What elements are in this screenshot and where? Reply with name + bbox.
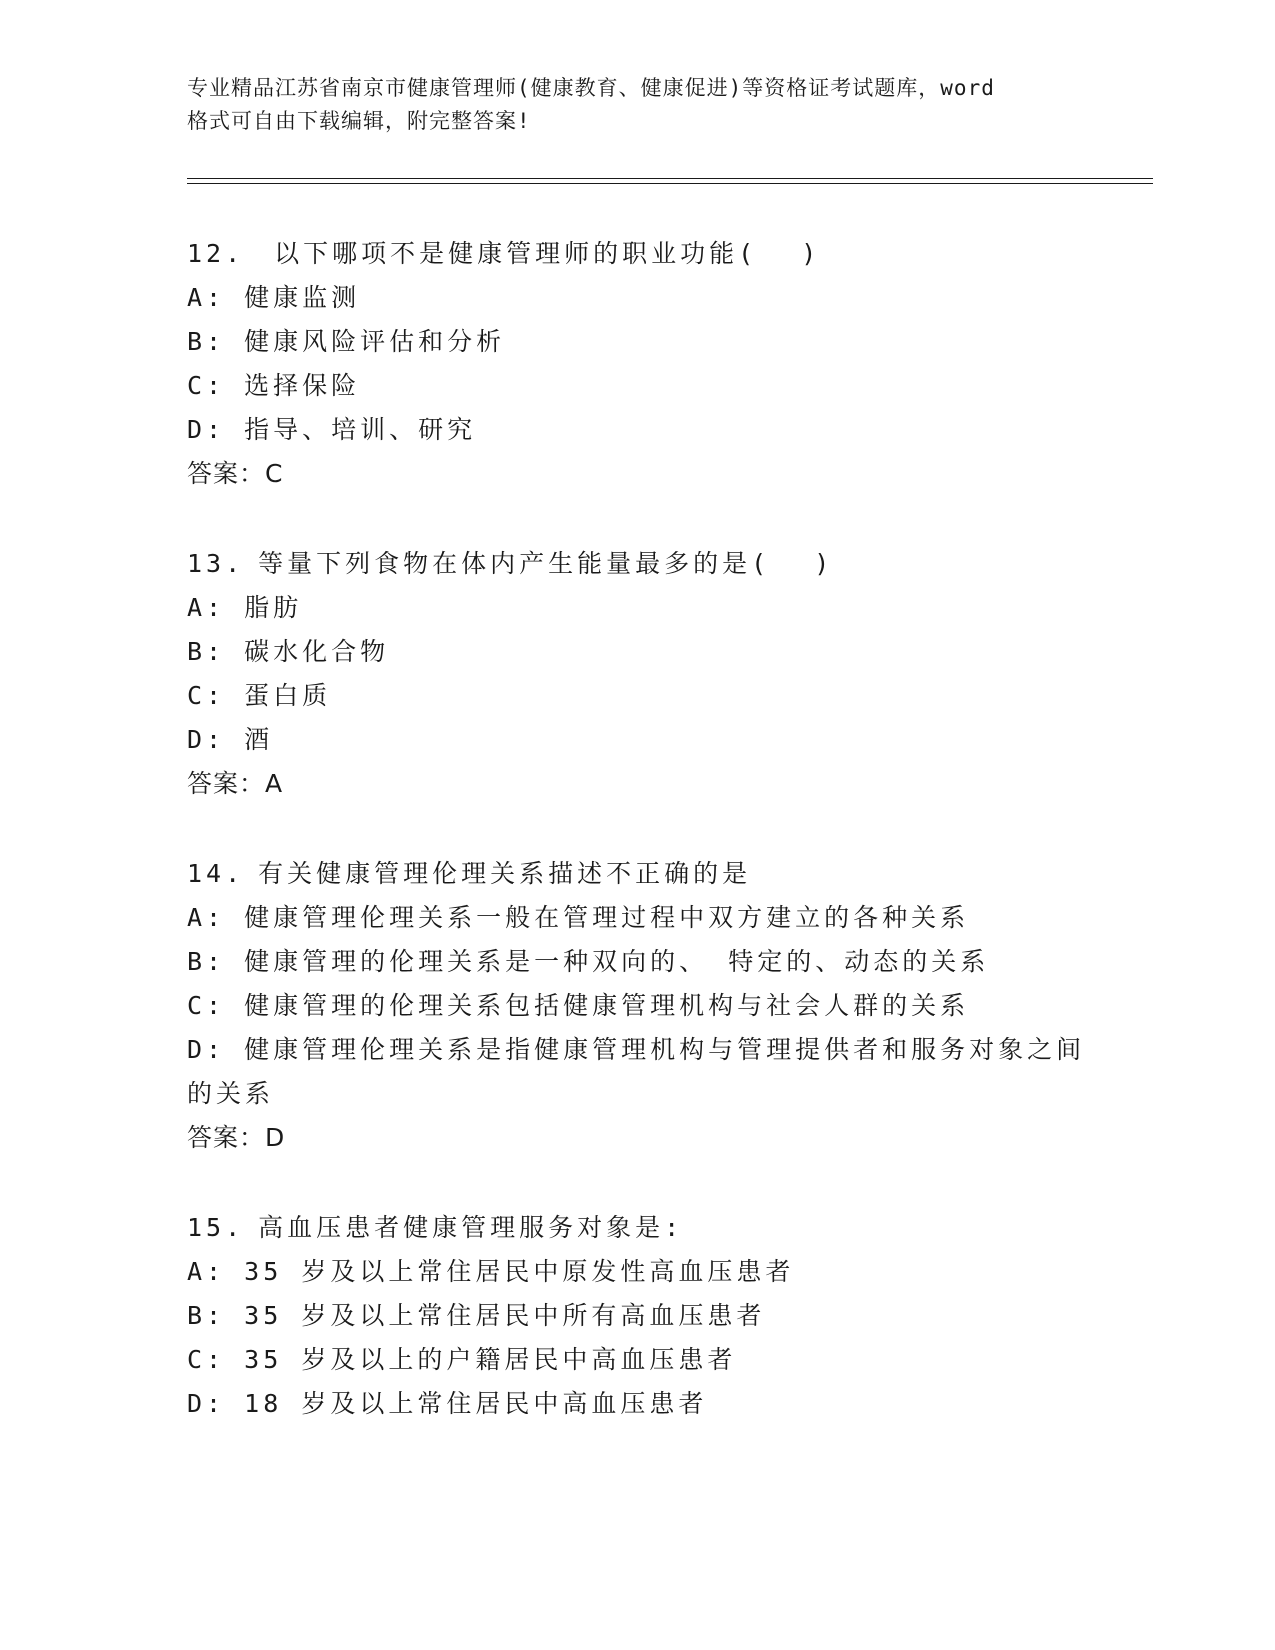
- option-text: 指导、培训、研究: [244, 415, 477, 444]
- option-text: 35 岁及以上常住居民中原发性高血压患者: [244, 1257, 795, 1286]
- question-15-option-c: [187, 1343, 736, 1377]
- option-text: 35 岁及以上常住居民中所有高血压患者: [244, 1301, 766, 1330]
- option-label: A:: [187, 593, 226, 622]
- question-12-option-c: [187, 369, 360, 403]
- option-label: A:: [187, 283, 226, 312]
- question-14-answer: 答案：D: [187, 1123, 286, 1152]
- question-13-option-b: [187, 635, 389, 669]
- option-text: 35 岁及以上的户籍居民中高血压患者: [244, 1345, 737, 1374]
- option-label: B:: [187, 947, 226, 976]
- question-15-option-a: [187, 1255, 794, 1289]
- option-text: 健康管理的伦理关系包括健康管理机构与社会人群的关系: [244, 991, 970, 1020]
- question-13-option-d: [187, 723, 273, 757]
- option-text: 健康风险评估和分析: [244, 327, 506, 356]
- question-13-answer: 答案：A: [187, 769, 284, 798]
- header-rule-top: [187, 178, 1153, 179]
- option-text: 脂肪: [244, 593, 303, 622]
- question-14-option-a: [187, 901, 969, 935]
- question-14-option-c: [187, 989, 969, 1023]
- question-14-option-d-continuation: 的关系: [187, 1079, 275, 1108]
- option-text: 蛋白质: [244, 681, 332, 710]
- header-line-1: 专业精品江苏省南京市健康管理师(健康教育、健康促进)等资格证考试题库，word: [187, 76, 995, 100]
- option-text: 酒: [244, 725, 274, 754]
- option-label: C:: [187, 1345, 226, 1374]
- question-13-stem: [187, 547, 833, 581]
- question-text: 等量下列食物在体内产生能量最多的是(: [258, 549, 771, 578]
- question-15-option-d: [187, 1387, 707, 1421]
- question-text: 以下哪项不是健康管理师的职业功能(: [274, 239, 758, 268]
- option-label: A:: [187, 903, 226, 932]
- question-14-stem: [187, 857, 751, 891]
- question-number: 15.: [187, 1213, 245, 1242]
- question-13-option-c: [187, 679, 331, 713]
- option-text-continued: 特定的、动态的关系: [728, 947, 990, 976]
- question-text: 高血压患者健康管理服务对象是:: [258, 1213, 684, 1242]
- question-12-option-b: [187, 325, 505, 359]
- question-text: 有关健康管理伦理关系描述不正确的是: [258, 859, 752, 888]
- option-label: C:: [187, 681, 226, 710]
- question-number: 12.: [187, 239, 245, 268]
- option-label: C:: [187, 991, 226, 1020]
- question-12-option-d: [187, 413, 476, 447]
- question-13-option-a: [187, 591, 302, 625]
- question-15-stem: [187, 1211, 683, 1245]
- option-text: 健康管理伦理关系一般在管理过程中双方建立的各种关系: [244, 903, 970, 932]
- option-text: 碳水化合物: [244, 637, 390, 666]
- header-rule-bottom: [187, 183, 1153, 184]
- question-paren-close: ): [814, 549, 834, 578]
- option-label: D:: [187, 1389, 226, 1418]
- option-label: B:: [187, 327, 226, 356]
- option-text: 18 岁及以上常住居民中高血压患者: [244, 1389, 708, 1418]
- option-label: D:: [187, 1035, 226, 1064]
- option-text: 健康监测: [244, 283, 361, 312]
- question-15-option-b: [187, 1299, 765, 1333]
- question-12-option-a: [187, 281, 360, 315]
- option-label: D:: [187, 725, 226, 754]
- option-text: 健康管理伦理关系是指健康管理机构与管理提供者和服务对象之间: [244, 1035, 1086, 1064]
- option-label: B:: [187, 637, 226, 666]
- option-label: D:: [187, 415, 226, 444]
- question-number: 14.: [187, 859, 245, 888]
- question-14-option-d: [187, 1033, 1085, 1067]
- header-line-2: 格式可自由下载编辑，附完整答案!: [187, 109, 531, 133]
- question-14-option-b: [187, 945, 989, 979]
- option-text: 选择保险: [244, 371, 361, 400]
- option-label: B:: [187, 1301, 226, 1330]
- question-12-answer: 答案：C: [187, 459, 284, 488]
- option-text: 健康管理的伦理关系是一种双向的、: [244, 947, 709, 976]
- option-label: A:: [187, 1257, 226, 1286]
- question-12-stem: [187, 237, 820, 271]
- question-paren-close: ): [801, 239, 821, 268]
- question-number: 13.: [187, 549, 245, 578]
- option-label: C:: [187, 371, 226, 400]
- document-header: [187, 72, 1087, 138]
